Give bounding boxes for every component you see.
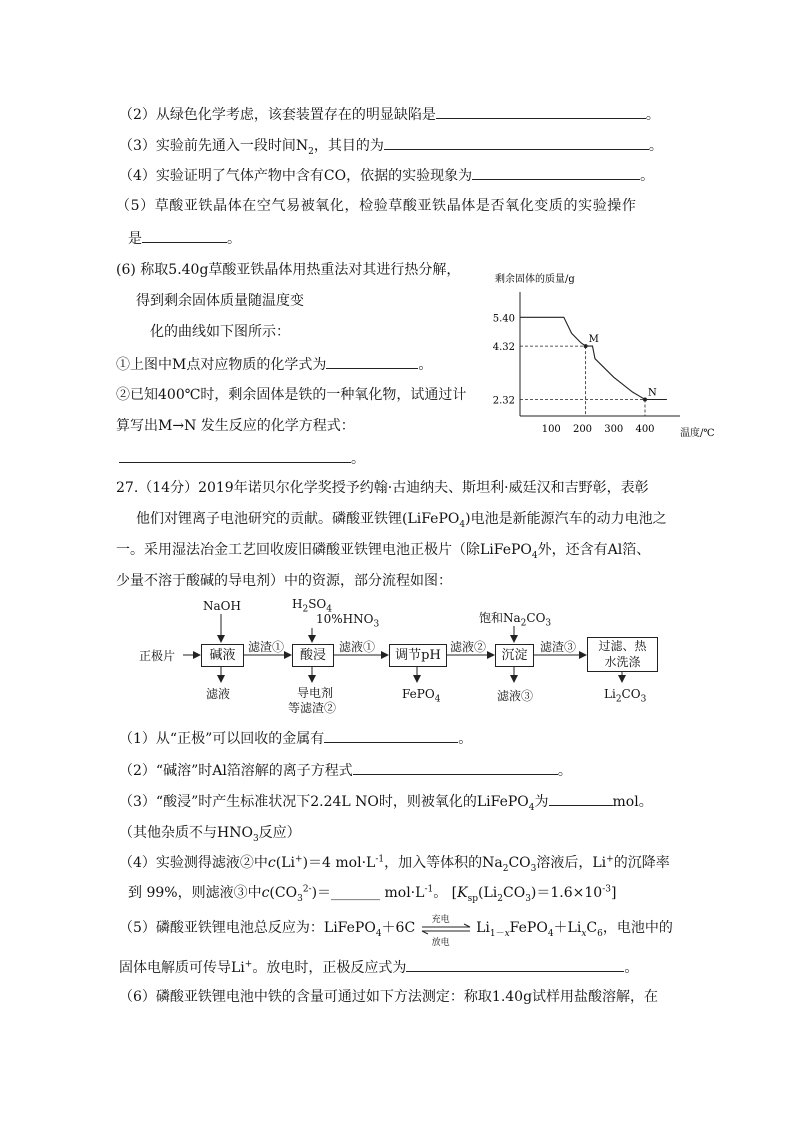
x-tick-label: 200 [572,424,593,435]
q6-answer-line: 。 [119,448,365,469]
answer-blank[interactable] [142,228,227,243]
q6-sub2-line2: 算写出M→N 发生反应的化学方程式： [116,418,355,434]
p3b-line: （其他杂质不与$HNO_3$反应） [119,825,301,844]
reagent-h2so4: $H_2SO_4$ [292,597,332,615]
arrow-label-filtrate1: 滤液① [339,640,376,654]
reagent-na2co3: 饱和$Na_2CO_3$ [479,611,552,629]
point-label: N [648,387,657,399]
answer-blank[interactable] [384,135,649,150]
q5-line1: （5）草酸亚铁晶体在空气易被氧化，检验草酸亚铁晶体是否氧化变质的实验操作 [116,198,637,214]
q4-line: （4）实验证明了气体产物中含有CO，依据的实验现象为 。 [119,165,654,186]
answer-blank[interactable] [436,104,646,119]
answer-blank[interactable] [119,448,351,463]
x-tick-label: 300 [604,424,624,435]
p1-line: （1）从“正极”可以回收的金属有 。 [119,728,472,749]
y-tick-label: 2.32 [492,395,515,407]
y-tick-label: 4.32 [492,342,515,354]
data-point [584,344,588,348]
p5-line1: （5）磷酸亚铁锂电池总反应为：LiFePO$_4$＋6C 充电 放电 $Li_{1-x}FePO_4+Li_xC_6$，电池中的 [119,915,673,948]
flow-box-precipitate: 沉淀 [495,644,534,667]
p6-line: （6）磷酸亚铁锂电池中铁的含量可通过如下方法测定：称取1.40g试样用盐酸溶解，在 [119,989,659,1005]
flow-box-alkali: 碱液 [201,644,244,667]
q27-line4: 少量不溶于酸碱的导电剂）中的资源，部分流程如图： [116,573,452,589]
flow-box-filter-wash: 过滤、热 水洗涤 [587,637,658,672]
p4-line2: 到 99%，则滤液③中$c(CO_3^{2-})=\_\_\_\_\_\_\_$ $mol\cdot L^{-1}$。 $[K_{sp}(Li_2CO_3)=1.6\times 10^{-3}]$ [128,884,617,904]
reagent-naoh: NaOH [203,599,241,613]
data-point [643,397,647,401]
arrow-label-residue3: 滤渣③ [540,640,577,654]
output-residue2: 等滤渣② [288,701,337,715]
y-tick-label: 5.40 [492,313,515,325]
q3-line: （3）实验前先通入一段时间$N_2$，其目的为 。 [119,135,663,156]
answer-blank[interactable] [326,354,418,369]
point-label: M [588,334,599,346]
x-tick-label: 400 [635,424,655,435]
answer-blank[interactable] [406,957,624,972]
q27-line3: 一。采用湿法冶金工艺回收废旧磷酸亚铁锂电池正极片（除LiFePO$_4$外，还含有Al箔、 [116,542,651,561]
reagent-hno3: $10\%HNO_3$ [316,612,380,630]
x-tick-label: 100 [541,424,561,435]
output-filtrate: 滤液 [206,687,231,701]
output-filtrate3: 滤液③ [497,689,534,703]
answer-blank[interactable] [353,760,558,775]
answer-blank[interactable] [324,728,458,743]
reversible-arrow: 充电 放电 [420,918,472,938]
p3-line: （3）“酸浸”时产生标准状况下2.24L NO时，则被氧化的LiFePO$_4$为 mol。 [119,791,653,812]
output-conductive-agent: 导电剂 [297,686,334,700]
flow-box-acid-leach: 酸浸 [292,644,334,667]
answer-blank[interactable] [549,791,613,806]
q5-line2: 是 。 [128,228,241,249]
p2-line: （2）“碱溶”时Al箔溶解的离子方程式 。 [119,760,572,781]
tga-chart [480,268,715,448]
arrow-label-filtrate2: 滤液② [450,640,487,654]
answer-blank[interactable] [472,165,640,180]
q27-line2: 他们对锂离子电池研究的贡献。磷酸亚铁锂(LiFePO$_4$)电池是新能源汽车的动力电池之 [136,511,667,530]
flow-box-adjust-ph: 调节pH [389,644,447,667]
q6-sub2-line1: ②已知400℃时，剩余固体是铁的一种氧化物，试通过计 [116,387,467,403]
p4-line1: （4）实验测得滤液②中c(Li+)＝4 $mol\cdot L^{-1}$，加入等体积的$Na_2CO_3$溶液后，Li+的沉降率 [119,854,670,874]
q27-line1: 27.（14分）2019年诺贝尔化学奖授予约翰·古迪纳夫、斯坦利·威廷汉和吉野彰，表彰 [116,480,649,496]
mass-curve-line [520,317,667,399]
flow-start-label: 正极片 [139,649,176,663]
x-axis-label: 温度/℃ [680,428,715,439]
q6-line1: (6) 称取5.40g草酸亚铁晶体用热重法对其进行热分解， [116,262,461,278]
q6-line2: 得到剩余固体质量随温度变 [136,293,304,309]
q6-line3: 化的曲线如下图所示： [150,324,290,340]
q2-line: （2）从绿色化学考虑，该套装置存在的明显缺陷是 。 [119,104,660,125]
q6-sub1: ①上图中M点对应物质的化学式为 。 [116,354,432,375]
y-axis-label: 剩余固体的质量/g [495,274,575,285]
arrow-label-residue1: 滤渣① [248,640,285,654]
output-fepo4: FePO$_4$ [402,687,441,705]
p5-line2: 固体电解质可传导Li+。放电时，正极反应式为 。 [119,957,638,978]
output-li2co3: $Li_2CO_3$ [604,687,647,705]
